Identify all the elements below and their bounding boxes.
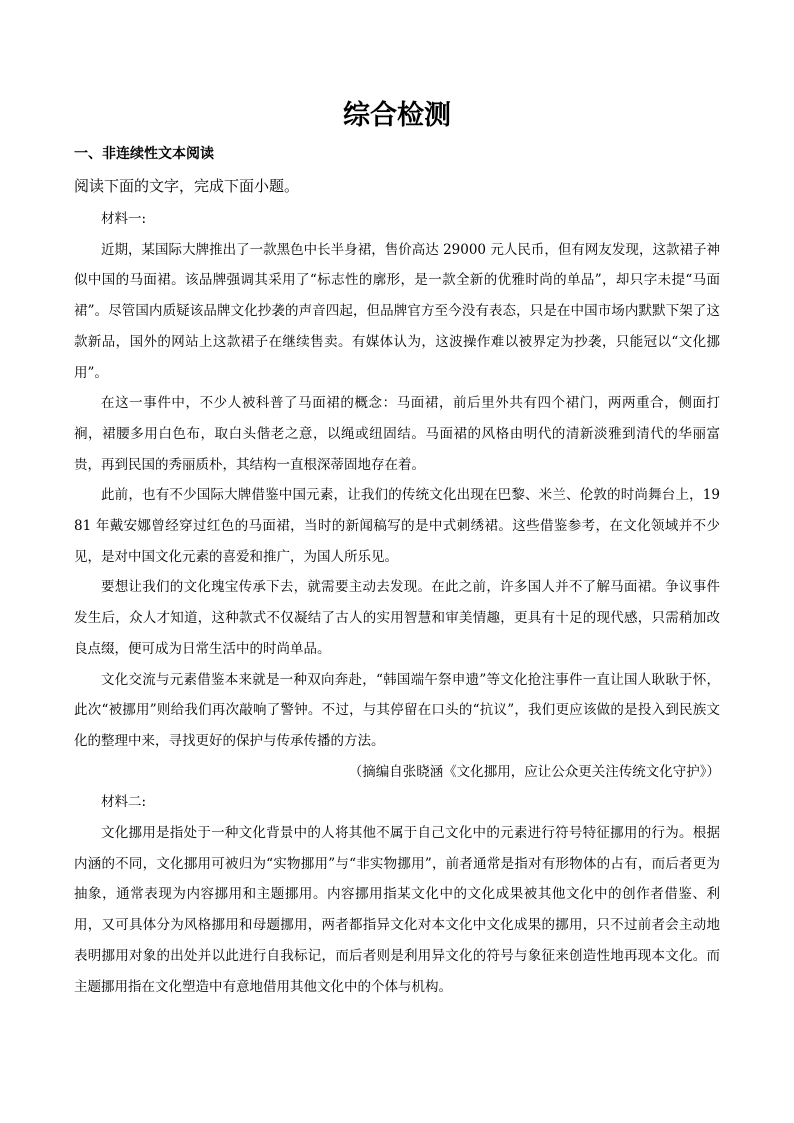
page-title: 综合检测 [343, 100, 451, 131]
material-one-source: （摘编自张晓涵《文化挪用，应让公众更关注传统文化守护》） [348, 763, 720, 780]
instruction-text: 阅读下面的文字，完成下面小题。 [74, 177, 300, 195]
section-heading: 一、非连续性文本阅读 [74, 146, 214, 162]
material-one-paragraph: 此前，也有不少国际大牌借鉴中国元素，让我们的传统文化出现在巴黎、米兰、伦敦的时尚舞台上，1981 年戴安娜曾经穿过红色的马面裙，当时的新闻稿写的是中式刺绣裙。这些借鉴参考，在文化领域并不少见，是对中国文化元素的喜爱和推广，为国人所乐见。 [74, 487, 720, 565]
material-one-paragraph: 文化交流与元素借鉴本来就是一种双向奔赴，“韩国端午祭申遗”等文化抢注事件一直让国人耿耿于怀，此次“被挪用”则给我们再次敲响了警钟。不过，与其停留在口头的“抗议”，我们更应该做的是投入到民族文化的整理中来，寻找更好的保护与传承传播的方法。 [74, 671, 720, 749]
material-one-paragraph: 要想让我们的文化瑰宝传承下去，就需要主动去发现。在此之前，许多国人并不了解马面裙。争议事件发生后，众人才知道，这种款式不仅凝结了古人的实用智慧和审美情趣，更具有十足的现代感，只需稍加改良点缀，便可成为日常生活中的时尚单品。 [74, 579, 720, 657]
material-one-paragraph: 近期，某国际大牌推出了一款黑色中长半身裙，售价高达 29000 元人民币，但有网友发现，这款裙子神似中国的马面裙。该品牌强调其采用了“标志性的廓形，是一款全新的优雅时尚的单品”，却只字未提“马面裙”。尽管国内质疑该品牌文化抄袭的声音四起，但品牌官方至今没有表态，只是在中国市场内默默下架了这款新品，国外的网站上这款裙子在继续售卖。有媒体认为，这波操作难以被界定为抄袭，只能冠以“文化挪用”。 [74, 241, 720, 381]
material-two-label: 材料二: [101, 794, 147, 811]
material-one-paragraph: 在这一事件中，不少人被科普了马面裙的概念：马面裙，前后里外共有四个裙门，两两重合，侧面打裥，裙腰多用白色布，取白头偕老之意，以绳或纽固结。马面裙的风格由明代的清新淡雅到清代的华丽富贵，再到民国的秀丽质朴，其结构一直根深蒂固地存在着。 [74, 395, 720, 473]
reading-passage [74, 204, 720, 1002]
material-two-paragraph: 文化挪用是指处于一种文化背景中的人将其他不属于自己文化中的元素进行符号特征挪用的行为。根据内涵的不同，文化挪用可被归为“实物挪用”与“非实物挪用”，前者通常是指对有形物体的占有，而后者更为抽象，通常表现为内容挪用和主题挪用。内容挪用指某文化中的文化成果被其他文化中的创作者借鉴、利用，又可具体分为风格挪用和母题挪用，两者都指异文化对本文化中文化成果的挪用，只不过前者会主动地表明挪用对象的出处并以此进行自我标记，而后者则是利用异文化的符号与象征来创造性地再现本文化。而主题挪用指在文化塑造中有意地借用其他文化中的个体与机构。 [74, 825, 720, 995]
material-one-label: 材料一: [101, 211, 147, 227]
